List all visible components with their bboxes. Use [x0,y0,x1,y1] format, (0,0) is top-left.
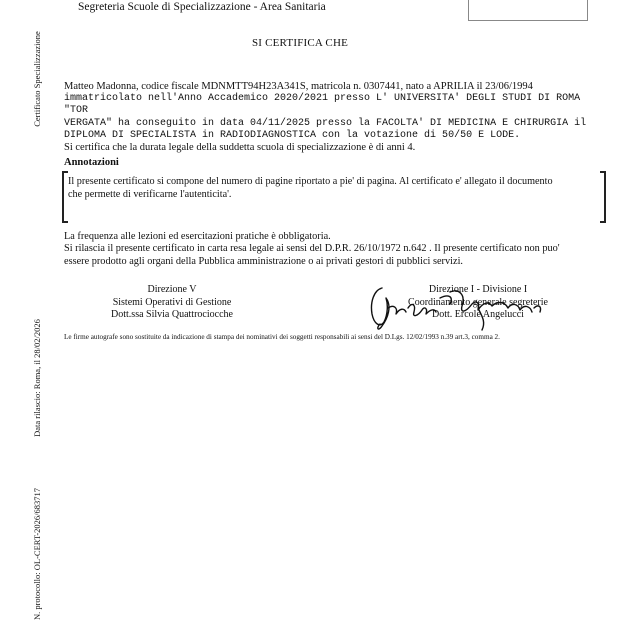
signatory-name: Dott.ssa Silvia Quattrociocche [111,309,233,321]
body-line: Si certifica che la durata legale della suddetta scuola di specializzazione è di anni 4. [64,142,416,154]
left-signature-block [62,284,282,322]
legal-line: Si rilascia il presente certificato in carta resa legale ai sensi del D.P.R. 26/10/1972 n.642 . Il presente certificato non puo' [64,243,560,255]
body-line: DIPLOMA DI SPECIALISTA in RADIODIAGNOSTICA con la votazione di 50/50 E LODE. [64,129,521,141]
office-name: Segreteria Scuole di Specializzazione - Area Sanitaria [78,1,326,13]
annotations-text [68,176,600,201]
issue-date-label: Data rilascio: Roma, il 28/02/2026 [32,319,42,437]
stamp-box [468,0,588,21]
signatory-department: Coordinamento generale segreterie [408,296,548,308]
legal-line: La frequenza alle lezioni ed esercitazioni pratiche è obbligatoria. [64,231,331,242]
legal-text [64,231,612,268]
annotations-box [62,171,606,221]
certificate-title: SI CERTIFICA CHE [251,37,349,49]
certificate-body [64,81,610,154]
annotation-line: che permette di verificarne l'autenticita'. [68,188,232,200]
signatory-name: Dott. Ercole Angelucci [432,309,524,321]
body-line: VERGATA" ha conseguito in data 04/11/2025 presso la FACOLTA' DI MEDICINA E CHIRURGIA il [64,117,587,129]
signatory-office: Direzione V [147,284,197,295]
right-bracket [600,171,606,223]
annotations-heading: Annotazioni [64,157,119,168]
signature-footnote: Le firme autografe sono sostituite da indicazione di stampa dei nominativi dei soggetti responsabili ai sensi del D.Lgs. 12/02/1993 n.39 art.3, comma 2. [64,333,500,341]
signatory-office: Direzione I - Divisione I [428,284,528,295]
legal-line: essere prodotto agli organi della Pubblica amministrazione o ai privati gestori di pubblici servizi. [64,255,463,267]
body-line: Matteo Madonna, codice fiscale MDNMTT94H23A341S, matricola n. 0307441, nato a APRILIA il 23/06/1994 [64,81,533,92]
protocol-number-label: N. protocollo: OL-CERT-2026/683717 [32,487,42,621]
annotation-line: Il presente certificato si compone del numero di pagine riportato a pie' di pagina. Al certificato e' allegato il documento [68,176,553,187]
document-type-label: Certificato Specializzazione [32,31,42,127]
signatory-department: Sistemi Operativi di Gestione [112,296,232,308]
body-line: immatricolato nell'Anno Accademico 2020/2021 presso L' UNIVERSITA' DEGLI STUDI DI ROMA "TOR [64,93,581,117]
